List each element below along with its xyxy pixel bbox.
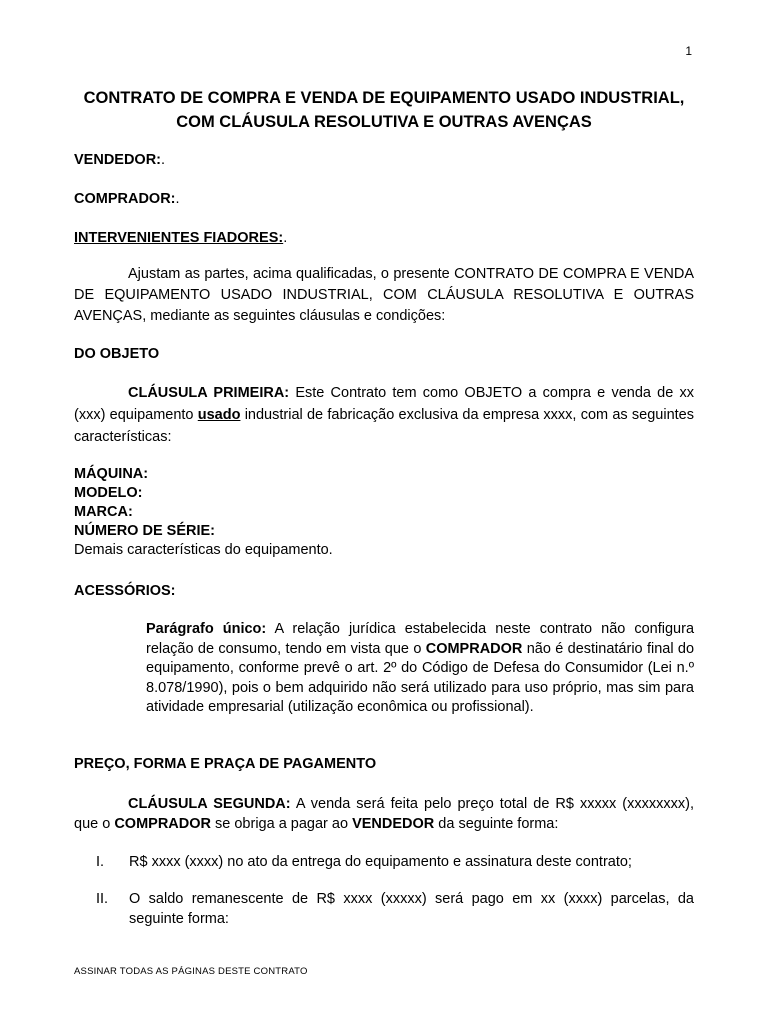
field-model: MODELO: bbox=[74, 485, 143, 501]
clause-two-seller: VENDEDOR bbox=[352, 816, 435, 832]
seller-line bbox=[74, 150, 694, 170]
seller-value: . bbox=[161, 152, 166, 168]
sole-paragraph-label: Parágrafo único: bbox=[146, 621, 267, 637]
intro-paragraph: Ajustam as partes, acima qualificadas, o presente CONTRATO DE COMPRA E VENDA DE EQUIPAMENTO USADO INDUSTRIAL, COM CLÁUSULA RESOLUTIVA E OUTRAS AVENÇAS, mediante as seguintes cláusulas e condições: bbox=[74, 266, 694, 324]
guarantors-line bbox=[74, 228, 694, 248]
clause-one-text-a: Este Contrato tem como OBJETO a compra e venda de xx (xxx) equipamento bbox=[74, 385, 694, 423]
section-price-heading: PREÇO, FORMA E PRAÇA DE PAGAMENTO bbox=[74, 756, 377, 772]
field-machine: MÁQUINA: bbox=[74, 466, 149, 482]
sole-paragraph-buyer: COMPRADOR bbox=[425, 640, 523, 657]
clause-two-text-a: A venda será feita pelo preço total de R$ xxxxx (xxxxxxxx), que o bbox=[74, 796, 694, 832]
list-item-number: I. bbox=[96, 854, 105, 870]
list-item-text: R$ xxxx (xxxx) no ato da entrega do equipamento e assinatura deste contrato; bbox=[129, 854, 632, 870]
section-object-heading: DO OBJETO bbox=[74, 346, 160, 362]
equipment-fields bbox=[74, 465, 694, 560]
field-serial: NÚMERO DE SÉRIE: bbox=[74, 523, 215, 539]
footer-note: ASSINAR TODAS AS PÁGINAS DESTE CONTRATO bbox=[74, 966, 308, 977]
sole-paragraph-text-a: A relação jurídica estabelecida neste contrato não configura relação de consumo, tendo em vista que o bbox=[146, 621, 695, 657]
clause-two-text-b: se obriga a pagar ao bbox=[211, 816, 353, 832]
sole-paragraph bbox=[146, 620, 694, 718]
buyer-value: . bbox=[175, 191, 180, 207]
clause-one-text-b: industrial de fabricação exclusiva da empresa xxxx, com as seguintes características: bbox=[74, 407, 694, 445]
clause-two-text-c: da seguinte forma: bbox=[434, 816, 559, 832]
seller-label: VENDEDOR: bbox=[74, 152, 162, 168]
buyer-label: COMPRADOR: bbox=[74, 191, 176, 207]
clause-two-label: CLÁUSULA SEGUNDA: bbox=[128, 796, 291, 812]
contract-title: CONTRATO DE COMPRA E VENDA DE EQUIPAMENTO USADO INDUSTRIAL, COM CLÁUSULA RESOLUTIVA E OUTRAS AVENÇAS bbox=[83, 89, 685, 131]
buyer-line bbox=[74, 189, 694, 209]
clause-two-paragraph bbox=[74, 794, 694, 834]
list-item-text: O saldo remanescente de R$ xxxx (xxxxx) será pago em xx (xxxx) parcelas, da seguinte forma: bbox=[129, 891, 694, 927]
clause-one-label: CLÁUSULA PRIMEIRA: bbox=[128, 385, 290, 401]
clause-one-paragraph bbox=[74, 382, 694, 448]
guarantors-value: . bbox=[283, 230, 288, 246]
page-number: 1 bbox=[685, 44, 692, 58]
field-other: Demais características do equipamento. bbox=[74, 542, 333, 558]
list-item-number: II. bbox=[96, 891, 109, 907]
guarantors-label: INTERVENIENTES FIADORES: bbox=[74, 230, 284, 246]
clause-two-buyer: COMPRADOR bbox=[114, 816, 211, 832]
accessories-label: ACESSÓRIOS: bbox=[74, 583, 176, 599]
clause-one-emphasis: usado bbox=[197, 407, 241, 423]
sole-paragraph-text-b: não é destinatário final do equipamento, conforme prevê o art. 2º do Código de Defesa do Consumidor (Lei n.º 8.078/1990), pois o bem adquirido não será utilizado para uso próprio, mas sim para atividade empresarial (utilização econômica ou profissional). bbox=[146, 640, 695, 715]
field-brand: MARCA: bbox=[74, 504, 133, 520]
